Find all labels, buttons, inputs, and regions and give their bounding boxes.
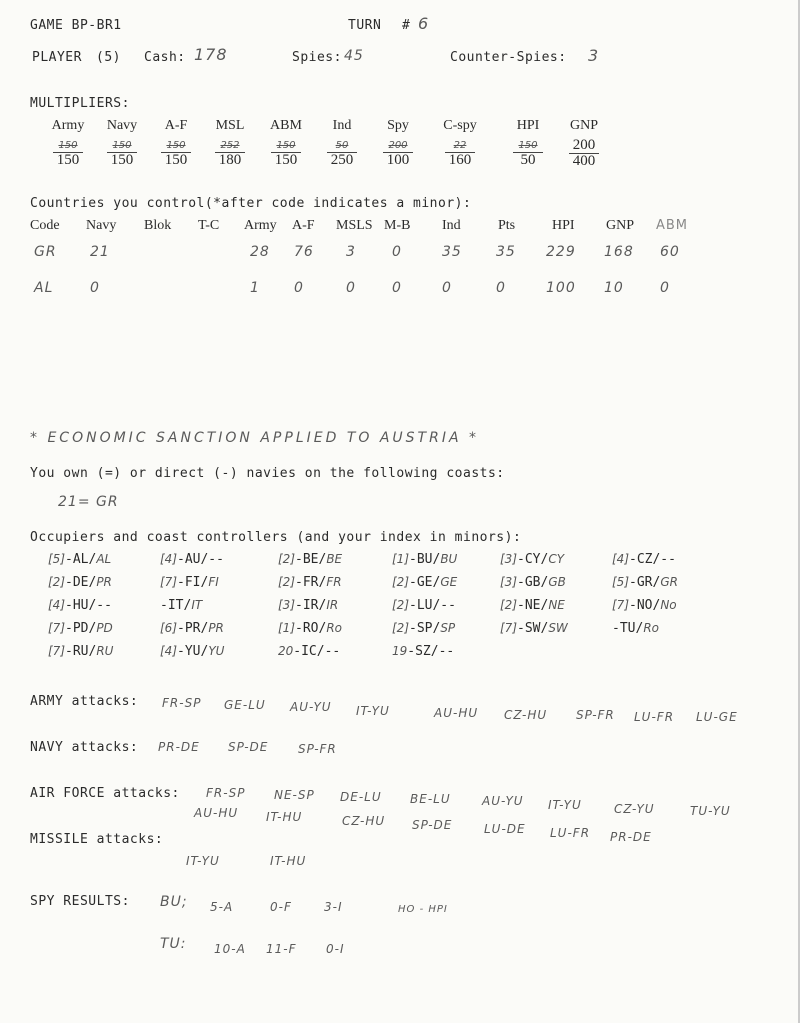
air-attack: AU-HU: [194, 806, 239, 820]
spy-results-label: SPY RESULTS:: [30, 894, 130, 909]
army-attack: FR-SP: [162, 696, 202, 710]
multiplier-hand-value: 150: [276, 140, 296, 151]
air-attack: CZ-HU: [342, 814, 386, 828]
multiplier-army: [42, 118, 94, 167]
occupier-index: [4]: [48, 598, 65, 612]
multiplier-value: 50: [520, 152, 536, 168]
multiplier-value: 250: [330, 152, 354, 168]
occupier-entry: [278, 598, 338, 613]
spy-country: BU;: [160, 894, 188, 910]
multiplier-value: 150: [274, 152, 298, 168]
occupier-index: [4]: [160, 552, 177, 566]
occupiers-title: Occupiers and coast controllers (and your index in minors):: [30, 530, 522, 545]
occupier-code: -DE/: [65, 575, 97, 590]
player-value: (5): [96, 50, 121, 65]
occupier-index: [2]: [392, 598, 409, 612]
spy-airforce: 0-F: [270, 900, 292, 914]
occupier-code: -AU/--: [177, 552, 224, 567]
multiplier-navy: [96, 118, 148, 167]
multiplier-a-f: [150, 118, 202, 167]
occupier-controller: SP: [440, 621, 456, 635]
occupier-entry: [392, 621, 455, 636]
country-gr-ind: 35: [442, 244, 462, 260]
missile-attack: IT-HU: [270, 854, 307, 868]
army-attack: GE-LU: [224, 698, 266, 712]
air-attack: BE-LU: [410, 792, 451, 806]
occupier-index: [7]: [612, 598, 629, 612]
occupier-code: -PD/: [65, 621, 97, 636]
occupier-entry: [160, 552, 224, 567]
country-al-hpi: 100: [546, 280, 576, 296]
multiplier-hand-value: 252: [220, 140, 240, 151]
column-header-blok: Blok: [144, 218, 172, 233]
air-attack: IT-YU: [548, 798, 582, 812]
occupier-controller: RU: [96, 644, 114, 658]
multiplier-value: 150: [164, 152, 188, 168]
occupier-entry: [278, 552, 342, 567]
multiplier-hand-value: 50: [335, 140, 349, 151]
occupier-controller: PR: [96, 575, 112, 589]
column-header-army: Army: [244, 218, 277, 233]
occupier-entry: [392, 644, 454, 659]
occupiers-grid: [0, 552, 800, 672]
multiplier-value: 180: [218, 152, 242, 168]
occupier-index: [5]: [612, 575, 629, 589]
turn-label: TURN: [348, 18, 382, 33]
occupier-code: -AL/: [65, 552, 97, 567]
army-attack: IT-YU: [356, 704, 390, 718]
occupier-entry: [612, 598, 677, 613]
occupier-controller: CY: [548, 552, 565, 566]
occupier-index: [3]: [278, 598, 295, 612]
column-header-hpi: HPI: [552, 218, 575, 233]
countries-title: Countries you control(*after code indicates a minor):: [30, 196, 472, 211]
multiplier-hand-value: 150: [58, 140, 78, 151]
air-attack: IT-HU: [266, 810, 303, 824]
army-attack: SP-FR: [576, 708, 615, 722]
occupier-entry: [160, 644, 224, 659]
occupier-controller: GB: [548, 575, 566, 589]
spy-army: 10-A: [214, 942, 246, 956]
army-attacks-label: ARMY attacks:: [30, 694, 139, 709]
occupier-code: -HU/--: [65, 598, 112, 613]
multipliers-table: [0, 118, 800, 178]
country-al-code: AL: [34, 280, 54, 296]
occupier-code: -GE/: [409, 575, 441, 590]
occupier-controller: IR: [326, 598, 339, 612]
army-attack: LU-FR: [634, 710, 675, 724]
turn-value: 6: [418, 14, 430, 33]
multiplier-name: Army: [51, 118, 85, 133]
multiplier-hpi: [502, 118, 554, 167]
country-gr-msls: 3: [346, 244, 356, 260]
occupier-index: 20: [278, 644, 294, 658]
air-attack: PR-DE: [610, 830, 652, 844]
occupier-code: -FR/: [295, 575, 327, 590]
spy-country: TU:: [160, 936, 187, 952]
occupier-controller: PR: [208, 621, 224, 635]
army-attack: AU-HU: [434, 706, 479, 720]
army-attack: AU-YU: [290, 700, 332, 714]
multiplier-name: C-spy: [443, 118, 477, 133]
occupier-controller: FI: [208, 575, 219, 589]
occupier-code: -SZ/--: [407, 644, 455, 659]
country-gr-hpi: 229: [546, 244, 576, 260]
occupier-entry: [278, 621, 342, 636]
country-gr-army: 28: [250, 244, 270, 260]
country-al-gnp: 10: [604, 280, 624, 296]
country-gr-af: 76: [294, 244, 314, 260]
multiplier-gnp: [558, 118, 610, 168]
navies-value: 21= GR: [58, 494, 119, 510]
occupier-index: [2]: [392, 575, 409, 589]
multiplier-hand-value: 150: [166, 140, 186, 151]
air-attack: LU-DE: [484, 822, 526, 836]
spy-industry: 0-I: [326, 942, 345, 956]
occupier-index: [4]: [160, 644, 177, 658]
spy-army: 5-A: [210, 900, 234, 914]
occupier-entry: [500, 552, 564, 567]
spy-airforce: 11-F: [266, 942, 297, 956]
occupier-code: -FI/: [177, 575, 209, 590]
occupier-controller: GR: [660, 575, 678, 589]
occupier-index: [2]: [392, 621, 409, 635]
country-al-mb: 0: [392, 280, 402, 296]
occupier-index: [2]: [278, 575, 295, 589]
occupier-code: -LU/--: [409, 598, 456, 613]
country-al-army: 1: [250, 280, 260, 296]
occupier-index: [5]: [48, 552, 65, 566]
occupier-code: -IT/: [160, 598, 192, 613]
army-attack: CZ-HU: [504, 708, 548, 722]
navy-attacks-label: NAVY attacks:: [30, 740, 139, 755]
army-attack: LU-GE: [696, 710, 738, 724]
spies-label: Spies:: [292, 50, 342, 65]
occupier-entry: [500, 575, 566, 590]
occupier-entry: [160, 575, 219, 590]
multiplier-c-spy: [434, 118, 486, 167]
occupier-entry: [278, 644, 340, 659]
cash-value: 178: [194, 45, 228, 64]
occupier-index: [7]: [500, 621, 517, 635]
occupier-entry: [160, 621, 224, 636]
occupier-code: -CZ/--: [629, 552, 676, 567]
country-al-af: 0: [294, 280, 304, 296]
occupier-index: [3]: [500, 552, 517, 566]
occupier-code: -BE/: [295, 552, 327, 567]
occupier-controller: IT: [191, 598, 203, 612]
occupier-code: -GR/: [629, 575, 661, 590]
spies-value: 45: [344, 48, 364, 64]
occupier-controller: Ro: [326, 621, 342, 635]
air-attack: FR-SP: [206, 786, 246, 800]
multiplier-value: 160: [448, 152, 472, 168]
country-gr-code: GR: [34, 244, 57, 260]
occupier-index: [7]: [48, 644, 65, 658]
air-attack: TU-YU: [690, 804, 731, 818]
column-header-pts: Pts: [498, 218, 516, 233]
multiplier-name: ABM: [270, 118, 302, 133]
air-attack: NE-SP: [274, 788, 315, 802]
occupier-code: -NE/: [517, 598, 549, 613]
missile-attack: IT-YU: [186, 854, 220, 868]
occupier-controller: NE: [548, 598, 565, 612]
occupier-index: [3]: [500, 575, 517, 589]
multiplier-hand-value: 22: [453, 140, 467, 151]
multiplier-value: 150: [56, 152, 80, 168]
multiplier-name: Spy: [387, 118, 409, 133]
country-al-ind: 0: [442, 280, 452, 296]
occupier-code: -IC/--: [293, 644, 341, 659]
multiplier-value: 100: [386, 152, 410, 168]
column-header-a-f: A-F: [292, 218, 315, 233]
occupier-index: 19: [392, 644, 408, 658]
multiplier-name: Navy: [106, 118, 138, 133]
occupier-entry: [500, 621, 568, 636]
navy-attack: SP-FR: [298, 742, 337, 756]
occupier-controller: No: [660, 598, 677, 612]
occupier-entry: [392, 552, 457, 567]
multipliers-title: MULTIPLIERS:: [30, 96, 130, 111]
occupier-controller: BE: [326, 552, 343, 566]
missile-attacks-list: [0, 852, 800, 876]
occupier-index: [2]: [48, 575, 65, 589]
multiplier-ind: [316, 118, 368, 167]
occupier-code: -CY/: [517, 552, 549, 567]
occupier-code: -RO/: [295, 621, 327, 636]
spy-results-rows: [0, 894, 800, 974]
occupier-controller: BU: [440, 552, 458, 566]
occupier-entry: [612, 575, 678, 590]
occupier-entry: [48, 598, 112, 613]
occupier-index: [4]: [612, 552, 629, 566]
occupier-code: -SW/: [517, 621, 549, 636]
country-al-pts: 0: [496, 280, 506, 296]
multiplier-hand-value: 150: [112, 140, 132, 151]
multiplier-spy: [372, 118, 424, 167]
multiplier-hand-value: 200: [388, 140, 408, 151]
occupier-entry: [160, 598, 202, 613]
occupier-entry: [612, 552, 676, 567]
multiplier-abm: [260, 118, 312, 167]
column-header-code: Code: [30, 218, 60, 233]
occupier-index: [7]: [160, 575, 177, 589]
occupier-code: -NO/: [629, 598, 661, 613]
column-header-ind: Ind: [442, 218, 461, 233]
country-gr-navy: 21: [90, 244, 110, 260]
navies-title: You own (=) or direct (-) navies on the following coasts:: [30, 466, 505, 481]
country-al-navy: 0: [90, 280, 100, 296]
air-attack: SP-DE: [412, 818, 453, 832]
air-attack: LU-FR: [550, 826, 591, 840]
occupier-controller: GE: [440, 575, 458, 589]
occupier-code: -IR/: [295, 598, 327, 613]
occupier-code: -PR/: [177, 621, 209, 636]
spy-industry: 3-I: [324, 900, 343, 914]
occupier-code: -GB/: [517, 575, 549, 590]
army-attacks-list: [0, 690, 800, 730]
occupier-entry: [48, 575, 112, 590]
occupier-entry: [500, 598, 565, 613]
occupier-index: [1]: [278, 621, 295, 635]
occupier-code: -BU/: [409, 552, 441, 567]
occupier-controller: AL: [96, 552, 112, 566]
air-attack: AU-YU: [482, 794, 524, 808]
countries-header-row: [0, 218, 800, 238]
sanction-note: * ECONOMIC SANCTION APPLIED TO AUSTRIA *: [30, 430, 479, 446]
navy-attack: PR-DE: [158, 740, 200, 754]
cash-label: Cash:: [144, 50, 186, 65]
occupier-index: [7]: [48, 621, 65, 635]
turn-hash: #: [402, 18, 411, 33]
multiplier-name: Ind: [332, 118, 352, 133]
multiplier-name: A-F: [164, 118, 188, 133]
navy-attacks-list: [0, 736, 800, 760]
country-gr-gnp: 168: [604, 244, 634, 260]
occupier-controller: SW: [548, 621, 568, 635]
countries-rows: [0, 244, 800, 304]
occupier-entry: [48, 621, 113, 636]
column-header-m-b: M-B: [384, 218, 411, 233]
air-attacks-label: AIR FORCE attacks:: [30, 786, 180, 801]
multiplier-name: GNP: [569, 118, 598, 133]
multiplier-name: MSL: [215, 118, 245, 133]
occupier-controller: PD: [96, 621, 113, 635]
navy-attack: SP-DE: [228, 740, 269, 754]
country-gr-mb: 0: [392, 244, 402, 260]
column-header-gnp: GNP: [606, 218, 635, 233]
occupier-index: [1]: [392, 552, 409, 566]
multiplier-top-value: 200: [572, 137, 596, 153]
occupier-code: -RU/: [65, 644, 97, 659]
occupier-controller: FR: [326, 575, 342, 589]
missile-attacks-label: MISSILE attacks:: [30, 832, 164, 847]
country-gr-abm: 60: [660, 244, 680, 260]
multiplier-name: HPI: [516, 118, 540, 133]
air-attack: CZ-YU: [614, 802, 655, 816]
game-label: GAME BP-BR1: [30, 18, 122, 33]
occupier-code: -TU/: [612, 621, 644, 636]
column-header-navy: Navy: [86, 218, 117, 233]
occupier-code: -YU/: [177, 644, 209, 659]
counter-spies-value: 3: [588, 46, 600, 65]
occupier-entry: [612, 621, 659, 636]
country-gr-pts: 35: [496, 244, 516, 260]
occupier-entry: [48, 644, 113, 659]
column-header-t-c: T-C: [198, 218, 220, 233]
spy-extra: HO - HPI: [398, 904, 448, 915]
occupier-entry: [392, 575, 457, 590]
occupier-entry: [392, 598, 456, 613]
country-al-msls: 0: [346, 280, 356, 296]
multiplier-msl: [204, 118, 256, 167]
occupier-index: [2]: [278, 552, 295, 566]
country-al-abm: 0: [660, 280, 670, 296]
multiplier-hand-value: 150: [518, 140, 538, 151]
multiplier-value: 400: [572, 153, 596, 169]
occupier-index: [6]: [160, 621, 177, 635]
multiplier-value: 150: [110, 152, 134, 168]
occupier-index: [2]: [500, 598, 517, 612]
occupier-controller: Ro: [643, 621, 659, 635]
air-attack: DE-LU: [340, 790, 382, 804]
occupier-code: -SP/: [409, 621, 441, 636]
counter-spies-label: Counter-Spies:: [450, 50, 567, 65]
column-header-msls: MSLS: [336, 218, 373, 233]
column-header-abm: ABM: [656, 218, 689, 233]
player-label: PLAYER: [32, 50, 82, 65]
occupier-controller: YU: [208, 644, 225, 658]
occupier-entry: [278, 575, 342, 590]
occupier-entry: [48, 552, 111, 567]
